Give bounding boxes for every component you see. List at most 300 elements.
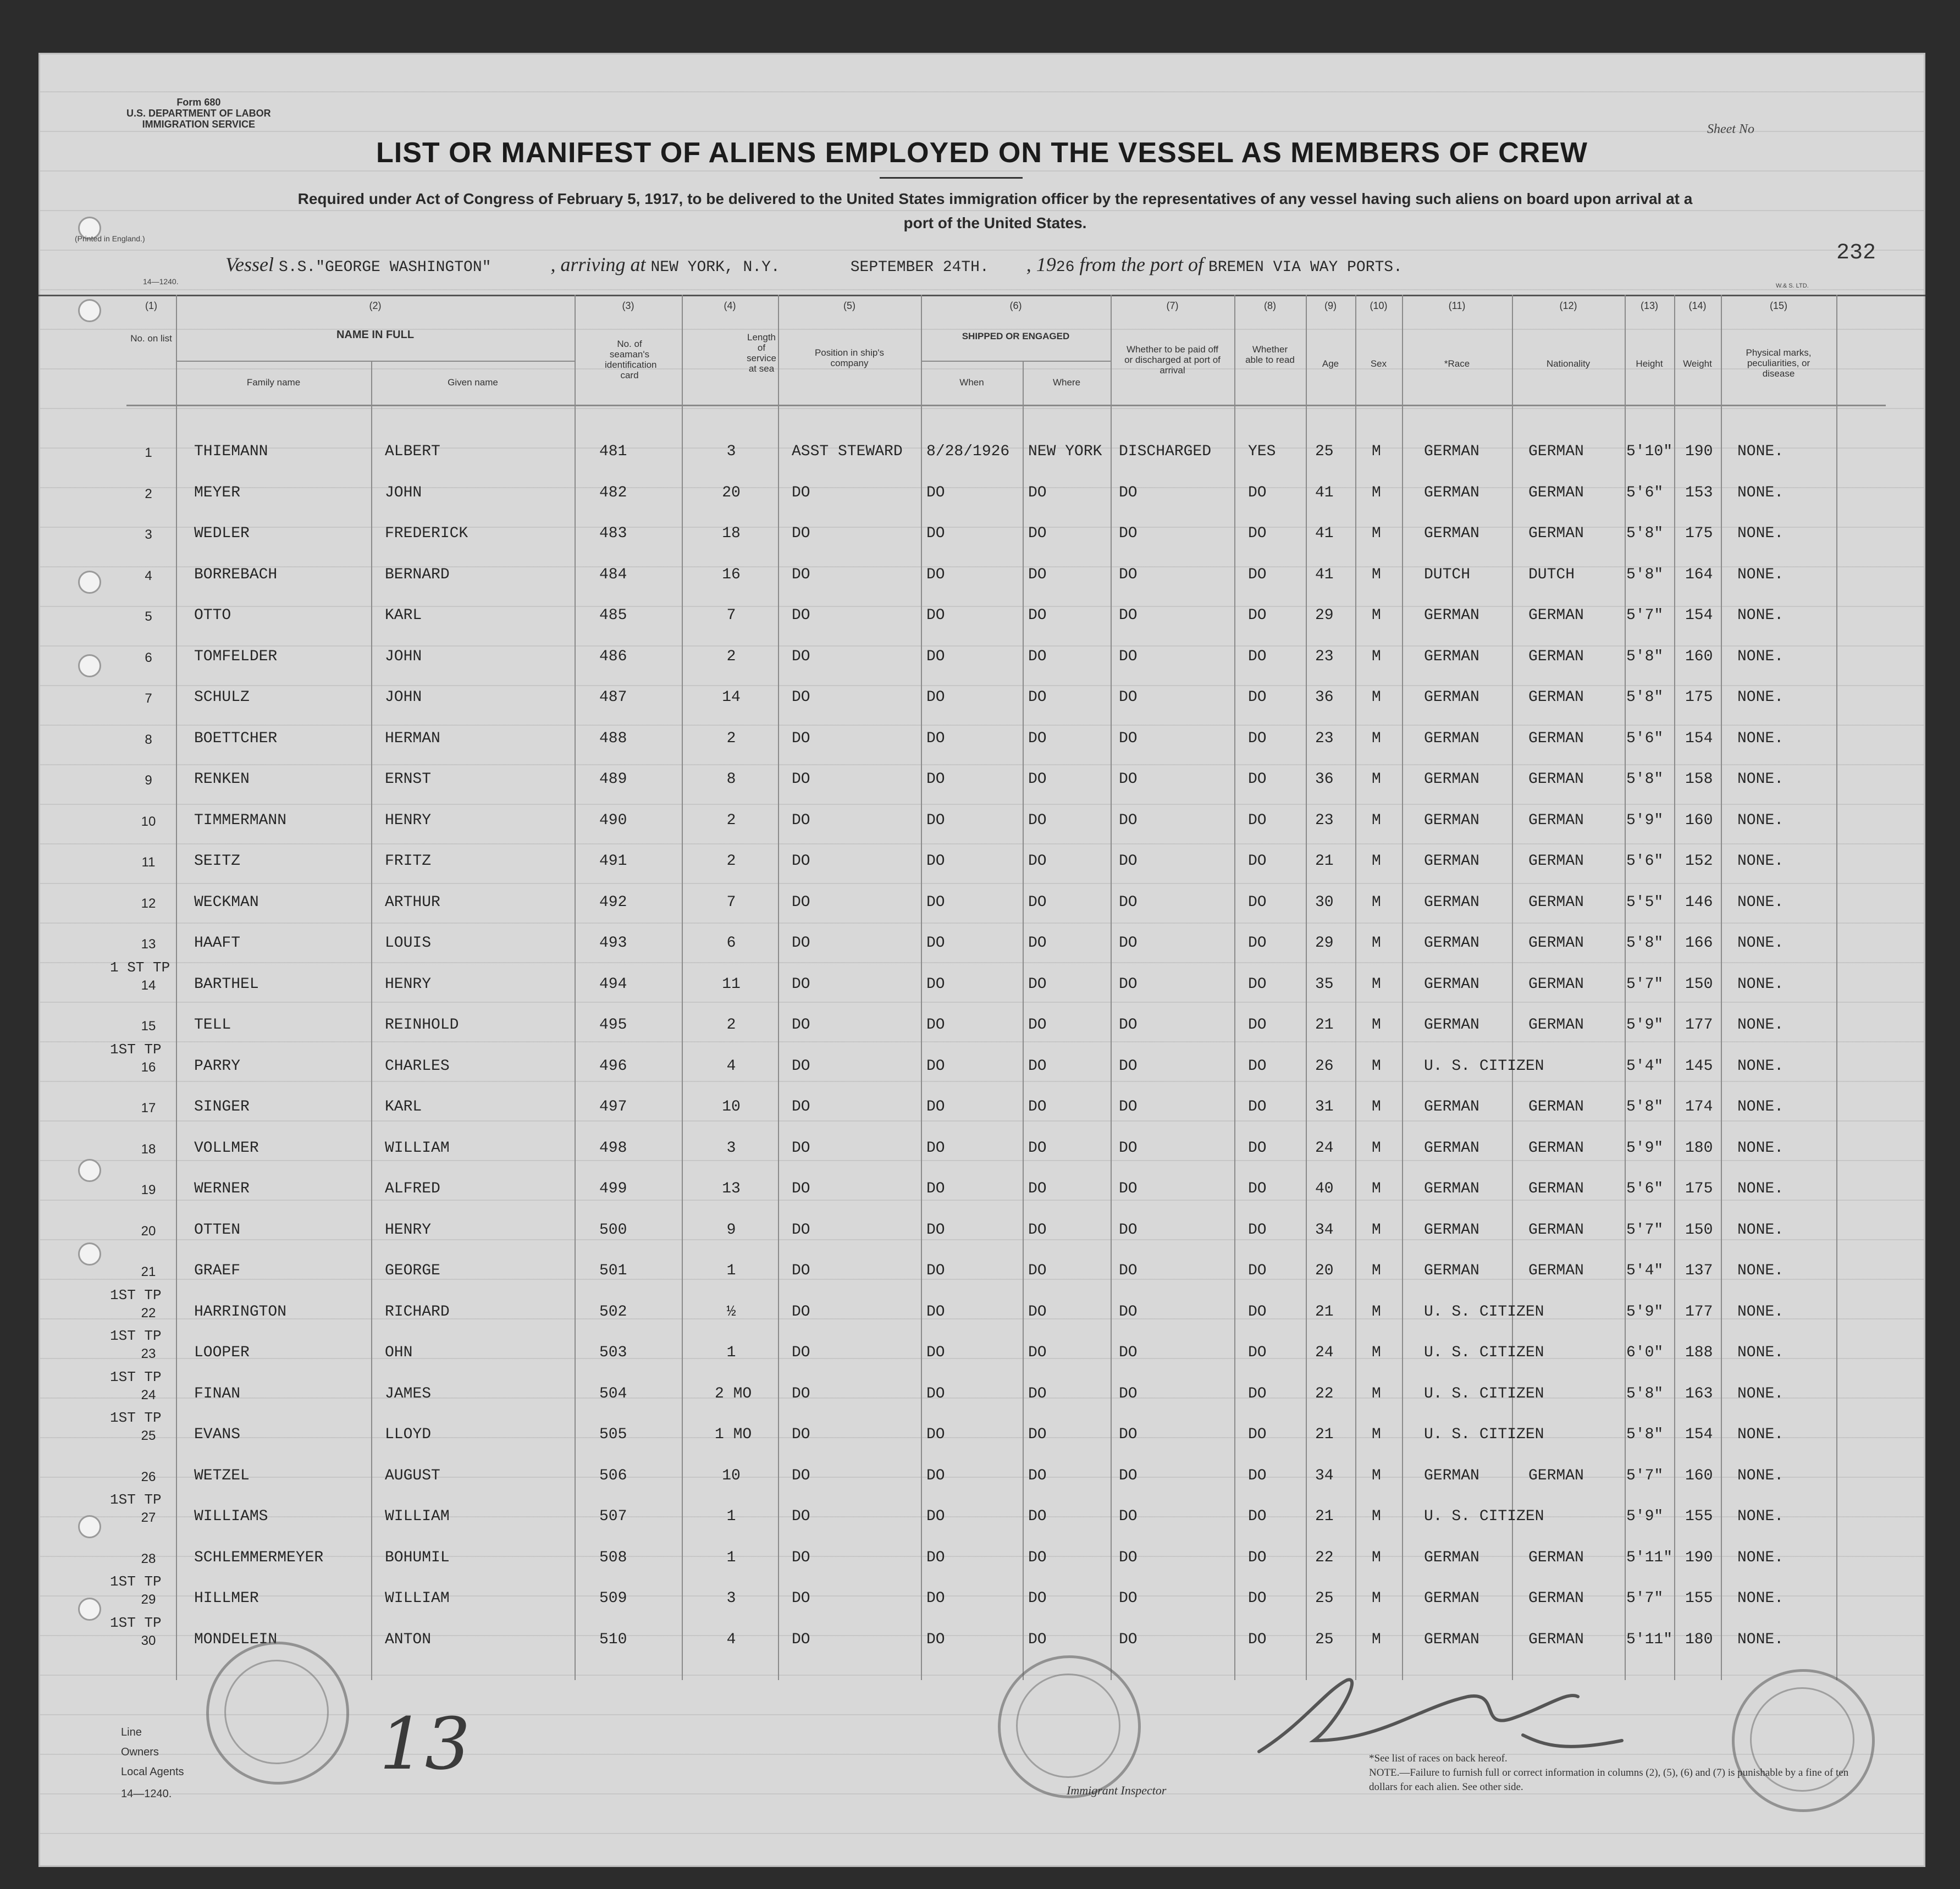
- shipped-where-cell: DO: [1028, 1303, 1047, 1321]
- weight-cell: 154: [1685, 607, 1713, 624]
- subtitle-line-1: Required under Act of Congress of February 5, 1917, to be delivered to the United States immigration officer by the representatives of any vessel having such aliens on board upon arrival at a: [297, 190, 1693, 207]
- race-cell: GERMAN: [1424, 443, 1479, 460]
- service-length-cell: 3: [726, 1139, 736, 1157]
- first-trip-note: 1ST TP: [110, 1368, 162, 1385]
- sex-cell: M: [1372, 1508, 1381, 1525]
- able-to-read-cell: DO: [1248, 1508, 1267, 1525]
- manifest-sheet: [38, 53, 1925, 1867]
- given-name-cell: KARL: [385, 607, 422, 624]
- physical-marks-cell: NONE.: [1737, 1590, 1784, 1607]
- col-num-5: (5): [843, 300, 855, 311]
- card-number-cell: 499: [599, 1180, 627, 1197]
- service-length-cell: 2: [726, 853, 736, 870]
- col-head-family: Family name: [246, 377, 301, 388]
- shipped-where-cell: DO: [1028, 771, 1047, 788]
- race-cell: GERMAN: [1424, 1590, 1479, 1607]
- sex-cell: M: [1372, 730, 1381, 747]
- physical-marks-cell: NONE.: [1737, 1262, 1784, 1279]
- table-row: [38, 1007, 1925, 1046]
- table-row: [38, 925, 1925, 964]
- table-row: [38, 1041, 1925, 1087]
- position-cell: DO: [792, 1590, 810, 1607]
- weight-cell: 180: [1685, 1631, 1713, 1648]
- family-name-cell: SCHULZ: [194, 689, 250, 706]
- sheet-no-label: Sheet No: [1707, 122, 1754, 136]
- card-number-cell: 484: [599, 566, 627, 583]
- physical-marks-cell: NONE.: [1737, 935, 1784, 952]
- family-name-cell: SCHLEMMERMEYER: [194, 1549, 324, 1566]
- race-cell: GERMAN: [1424, 607, 1479, 624]
- paid-off-cell: DO: [1119, 1344, 1138, 1361]
- list-number-cell: 26: [141, 1469, 156, 1484]
- height-cell: 5'8": [1626, 1098, 1664, 1115]
- family-name-cell: TOMFELDER: [194, 648, 278, 665]
- physical-marks-cell: NONE.: [1737, 1508, 1784, 1525]
- able-to-read-cell: DO: [1248, 525, 1267, 542]
- list-number-cell: 6: [145, 650, 152, 665]
- shipped-where-cell: DO: [1028, 1180, 1047, 1197]
- height-cell: 5'7": [1626, 607, 1664, 624]
- service-length-cell: 10: [722, 1467, 741, 1484]
- shipped-when-cell: DO: [926, 648, 945, 665]
- col-head-able-to-read: Whether able to read: [1245, 344, 1295, 365]
- paid-off-cell: DO: [1119, 853, 1138, 870]
- col-head-list-no: No. on list: [130, 333, 172, 344]
- paid-off-cell: DO: [1119, 811, 1138, 829]
- service-length-cell: 2: [726, 1017, 736, 1034]
- shipped-when-cell: DO: [926, 484, 945, 501]
- height-cell: 5'6": [1626, 484, 1664, 501]
- paid-off-cell: DO: [1119, 1549, 1138, 1566]
- sex-cell: M: [1372, 484, 1381, 501]
- race-cell: GERMAN: [1424, 853, 1479, 870]
- shipped-when-cell: DO: [926, 689, 945, 706]
- position-cell: DO: [792, 730, 810, 747]
- nationality-cell: DUTCH: [1528, 566, 1575, 583]
- height-cell: 5'8": [1626, 566, 1664, 583]
- table-row: [38, 597, 1925, 637]
- col-num-14: (14): [1688, 300, 1707, 311]
- col-head-nationality: Nationality: [1546, 358, 1591, 369]
- list-number-cell: 27: [141, 1510, 156, 1525]
- paid-off-cell: DO: [1119, 771, 1138, 788]
- family-name-cell: EVANS: [194, 1426, 241, 1443]
- list-number-cell: 8: [145, 732, 152, 747]
- shipped-where-cell: NEW YORK: [1028, 443, 1102, 460]
- sex-cell: M: [1372, 1385, 1381, 1402]
- sex-cell: M: [1372, 1344, 1381, 1361]
- col-head-given: Given name: [448, 377, 498, 388]
- shipped-where-cell: DO: [1028, 566, 1047, 583]
- document-subtitle: [176, 187, 1814, 235]
- height-cell: 5'9": [1626, 1139, 1664, 1157]
- table-row: [38, 638, 1925, 678]
- list-number-cell: 19: [141, 1183, 156, 1197]
- title-underline: [880, 177, 1023, 179]
- shipped-where-cell: DO: [1028, 1098, 1047, 1115]
- service-length-cell: 1: [726, 1262, 736, 1279]
- given-name-cell: HENRY: [385, 811, 432, 829]
- table-row: [38, 556, 1925, 596]
- height-cell: 5'8": [1626, 689, 1664, 706]
- able-to-read-cell: DO: [1248, 1221, 1267, 1239]
- physical-marks-cell: NONE.: [1737, 811, 1784, 829]
- height-cell: 5'4": [1626, 1262, 1664, 1279]
- height-cell: 5'11": [1626, 1631, 1673, 1648]
- card-number-cell: 483: [599, 525, 627, 542]
- age-cell: 23: [1315, 811, 1334, 829]
- given-name-cell: BERNARD: [385, 566, 450, 583]
- shipped-where-cell: DO: [1028, 484, 1047, 501]
- position-cell: DO: [792, 1631, 810, 1648]
- height-cell: 5'10": [1626, 443, 1673, 460]
- paid-off-cell: DO: [1119, 648, 1138, 665]
- age-cell: 23: [1315, 730, 1334, 747]
- shipped-when-cell: DO: [926, 893, 945, 911]
- position-cell: DO: [792, 853, 810, 870]
- owners-label: Owners: [121, 1746, 159, 1758]
- table-row: [38, 761, 1925, 800]
- position-cell: DO: [792, 1549, 810, 1566]
- sex-cell: M: [1372, 648, 1381, 665]
- card-number-cell: 491: [599, 853, 627, 870]
- table-row: [38, 474, 1925, 514]
- given-name-cell: HENRY: [385, 975, 432, 993]
- given-name-cell: KARL: [385, 1098, 422, 1115]
- shipped-where-cell: DO: [1028, 1017, 1047, 1034]
- col-head-age: Age: [1322, 358, 1339, 369]
- nationality-cell: GERMAN: [1528, 1262, 1584, 1279]
- given-name-cell: ARTHUR: [385, 893, 440, 911]
- sex-cell: M: [1372, 1057, 1381, 1075]
- card-number-cell: 505: [599, 1426, 627, 1443]
- col-num-6: (6): [1009, 300, 1022, 311]
- physical-marks-cell: NONE.: [1737, 1017, 1784, 1034]
- col-num-4: (4): [724, 300, 736, 311]
- shipped-when-cell: DO: [926, 1385, 945, 1402]
- local-agents-label: Local Agents: [121, 1766, 184, 1778]
- family-name-cell: PARRY: [194, 1057, 241, 1075]
- sex-cell: M: [1372, 1017, 1381, 1034]
- line-label: Line: [121, 1726, 142, 1738]
- position-cell: DO: [792, 811, 810, 829]
- able-to-read-cell: DO: [1248, 607, 1267, 624]
- vessel-label: Vessel: [225, 253, 274, 275]
- position-cell: DO: [792, 1057, 810, 1075]
- weight-cell: 190: [1685, 443, 1713, 460]
- col-num-1: (1): [145, 300, 157, 311]
- card-number-cell: 490: [599, 811, 627, 829]
- position-cell: DO: [792, 1139, 810, 1157]
- physical-marks-cell: NONE.: [1737, 1549, 1784, 1566]
- table-row: [38, 1252, 1925, 1292]
- age-cell: 25: [1315, 1631, 1334, 1648]
- from-port: BREMEN VIA WAY PORTS.: [1208, 259, 1403, 276]
- given-name-cell: ALBERT: [385, 443, 440, 460]
- table-row: [38, 1130, 1925, 1169]
- family-name-cell: GRAEF: [194, 1262, 241, 1279]
- shipped-where-cell: DO: [1028, 975, 1047, 993]
- service-length-cell: 14: [722, 689, 741, 706]
- race-cell: GERMAN: [1424, 935, 1479, 952]
- col-head-weight: Weight: [1683, 358, 1712, 369]
- given-name-cell: LLOYD: [385, 1426, 432, 1443]
- given-name-cell: AUGUST: [385, 1467, 440, 1484]
- given-name-cell: JAMES: [385, 1385, 432, 1402]
- card-number-cell: 497: [599, 1098, 627, 1115]
- height-cell: 5'9": [1626, 1303, 1664, 1321]
- printed-in-note: (Printed in England.): [75, 234, 145, 243]
- col-head-physical-marks: Physical marks, peculiarities, or disease: [1746, 347, 1812, 379]
- card-number-cell: 493: [599, 935, 627, 952]
- physical-marks-cell: NONE.: [1737, 1139, 1784, 1157]
- weight-cell: 174: [1685, 1098, 1713, 1115]
- given-name-cell: OHN: [385, 1344, 413, 1361]
- family-name-cell: SEITZ: [194, 853, 241, 870]
- col-head-name: NAME IN FULL: [336, 329, 415, 341]
- height-cell: 5'9": [1626, 811, 1664, 829]
- physical-marks-cell: NONE.: [1737, 484, 1784, 501]
- col-num-3: (3): [622, 300, 634, 311]
- paid-off-cell: DO: [1119, 1508, 1138, 1525]
- table-top-rule: [38, 295, 1925, 296]
- age-cell: 29: [1315, 607, 1334, 624]
- vessel-name: S.S."GEORGE WASHINGTON": [278, 259, 492, 276]
- height-cell: 5'8": [1626, 935, 1664, 952]
- shipped-where-cell: DO: [1028, 1590, 1047, 1607]
- family-name-cell: SINGER: [194, 1098, 250, 1115]
- shipped-when-cell: DO: [926, 1057, 945, 1075]
- nationality-cell: GERMAN: [1528, 484, 1584, 501]
- height-cell: 5'6": [1626, 1180, 1664, 1197]
- service-length-cell: 13: [722, 1180, 741, 1197]
- paid-off-cell: DISCHARGED: [1119, 443, 1212, 460]
- age-cell: 36: [1315, 771, 1334, 788]
- able-to-read-cell: DO: [1248, 1262, 1267, 1279]
- race-cell: GERMAN: [1424, 771, 1479, 788]
- given-name-cell: RICHARD: [385, 1303, 450, 1321]
- given-name-cell: JOHN: [385, 484, 422, 501]
- table-row: [38, 802, 1925, 842]
- table-row: [38, 1410, 1925, 1456]
- shipped-where-cell: DO: [1028, 525, 1047, 542]
- sex-cell: M: [1372, 1221, 1381, 1239]
- nationality-cell: GERMAN: [1528, 811, 1584, 829]
- paid-off-cell: DO: [1119, 975, 1138, 993]
- family-name-cell: HAAFT: [194, 935, 241, 952]
- family-name-cell: THIEMANN: [194, 443, 268, 460]
- family-name-cell: OTTEN: [194, 1221, 241, 1239]
- sex-cell: M: [1372, 975, 1381, 993]
- weight-cell: 137: [1685, 1262, 1713, 1279]
- paid-off-cell: DO: [1119, 935, 1138, 952]
- race-cell: GERMAN: [1424, 1467, 1479, 1484]
- sex-cell: M: [1372, 893, 1381, 911]
- sex-cell: M: [1372, 771, 1381, 788]
- list-number-cell: 25: [141, 1428, 156, 1443]
- shipped-where-cell: DO: [1028, 689, 1047, 706]
- age-cell: 22: [1315, 1549, 1334, 1566]
- given-name-cell: CHARLES: [385, 1057, 450, 1075]
- nationality-cell: GERMAN: [1528, 525, 1584, 542]
- table-row: [38, 1170, 1925, 1210]
- list-number-cell: 30: [141, 1633, 156, 1648]
- height-cell: 5'8": [1626, 1385, 1664, 1402]
- physical-marks-cell: NONE.: [1737, 648, 1784, 665]
- given-name-cell: HENRY: [385, 1221, 432, 1239]
- height-cell: 5'7": [1626, 1590, 1664, 1607]
- shipped-when-cell: DO: [926, 1139, 945, 1157]
- table-row: [38, 1614, 1925, 1661]
- service-length-cell: 11: [722, 975, 741, 993]
- list-number-cell: 9: [145, 773, 152, 788]
- paid-off-cell: DO: [1119, 566, 1138, 583]
- nationality-cell: GERMAN: [1528, 1180, 1584, 1197]
- col-num-11: (11): [1448, 300, 1466, 311]
- col-head-position: Position in ship's company: [814, 347, 885, 368]
- position-cell: DO: [792, 1180, 810, 1197]
- nationality-cell: GERMAN: [1528, 1139, 1584, 1157]
- list-number-cell: 11: [141, 855, 156, 870]
- position-cell: DO: [792, 1221, 810, 1239]
- height-cell: 6'0": [1626, 1344, 1664, 1361]
- race-cell: GERMAN: [1424, 1549, 1479, 1566]
- paid-off-cell: DO: [1119, 1467, 1138, 1484]
- physical-marks-cell: NONE.: [1737, 1385, 1784, 1402]
- table-row: [38, 1328, 1925, 1374]
- shipped-when-cell: DO: [926, 1549, 945, 1566]
- position-cell: DO: [792, 1262, 810, 1279]
- paid-off-cell: DO: [1119, 1631, 1138, 1648]
- weight-cell: 158: [1685, 771, 1713, 788]
- able-to-read-cell: DO: [1248, 1590, 1267, 1607]
- list-number-cell: 1: [145, 445, 152, 460]
- shipped-when-cell: DO: [926, 1262, 945, 1279]
- nationality-cell: GERMAN: [1528, 648, 1584, 665]
- shipped-where-cell: DO: [1028, 1057, 1047, 1075]
- col-head-shipped: SHIPPED OR ENGAGED: [962, 331, 1070, 341]
- col-num-9: (9): [1324, 300, 1337, 311]
- shipped-when-cell: DO: [926, 566, 945, 583]
- shipped-where-cell: DO: [1028, 730, 1047, 747]
- physical-marks-cell: NONE.: [1737, 893, 1784, 911]
- physical-marks-cell: NONE.: [1737, 771, 1784, 788]
- age-cell: 20: [1315, 1262, 1334, 1279]
- physical-marks-cell: NONE.: [1737, 1098, 1784, 1115]
- nationality-cell: GERMAN: [1528, 1221, 1584, 1239]
- card-number-cell: 496: [599, 1057, 627, 1075]
- nationality-cell: GERMAN: [1528, 975, 1584, 993]
- from-label: from the port of: [1079, 253, 1204, 275]
- paid-off-cell: DO: [1119, 1262, 1138, 1279]
- shipped-when-cell: DO: [926, 771, 945, 788]
- race-cell: GERMAN: [1424, 689, 1479, 706]
- card-number-cell: 494: [599, 975, 627, 993]
- department: U.S. DEPARTMENT OF LABOR: [126, 108, 271, 119]
- age-cell: 21: [1315, 1303, 1334, 1321]
- family-name-cell: HILLMER: [194, 1590, 259, 1607]
- shipped-where-cell: DO: [1028, 607, 1047, 624]
- able-to-read-cell: DO: [1248, 935, 1267, 952]
- weight-cell: 152: [1685, 853, 1713, 870]
- sex-cell: M: [1372, 1180, 1381, 1197]
- list-number-cell: 7: [145, 691, 152, 706]
- physical-marks-cell: NONE.: [1737, 1631, 1784, 1648]
- list-number-cell: 12: [141, 896, 156, 911]
- race-cell: GERMAN: [1424, 484, 1479, 501]
- sex-cell: M: [1372, 1467, 1381, 1484]
- able-to-read-cell: DO: [1248, 648, 1267, 665]
- position-cell: DO: [792, 1303, 810, 1321]
- able-to-read-cell: DO: [1248, 893, 1267, 911]
- family-name-cell: WECKMAN: [194, 893, 259, 911]
- first-trip-note: 1ST TP: [110, 1286, 162, 1303]
- paid-off-cell: DO: [1119, 1590, 1138, 1607]
- weight-cell: 145: [1685, 1057, 1713, 1075]
- height-cell: 5'8": [1626, 525, 1664, 542]
- paid-off-cell: DO: [1119, 1098, 1138, 1115]
- table-row: [38, 679, 1925, 719]
- weight-cell: 160: [1685, 1467, 1713, 1484]
- list-number-cell: 22: [141, 1305, 156, 1321]
- race-cell: U. S. CITIZEN: [1424, 1508, 1544, 1525]
- paid-off-cell: DO: [1119, 1057, 1138, 1075]
- able-to-read-cell: DO: [1248, 689, 1267, 706]
- table-row: [38, 515, 1925, 555]
- table-row: [38, 1212, 1925, 1251]
- card-number-cell: 502: [599, 1303, 627, 1321]
- height-cell: 5'4": [1626, 1057, 1664, 1075]
- service: IMMIGRATION SERVICE: [142, 119, 256, 130]
- service-length-cell: 3: [726, 443, 736, 460]
- position-cell: DO: [792, 566, 810, 583]
- given-name-cell: REINHOLD: [385, 1017, 459, 1034]
- family-name-cell: BORREBACH: [194, 566, 278, 583]
- age-cell: 23: [1315, 648, 1334, 665]
- weight-cell: 175: [1685, 689, 1713, 706]
- race-cell: U. S. CITIZEN: [1424, 1344, 1544, 1361]
- able-to-read-cell: DO: [1248, 975, 1267, 993]
- nationality-cell: GERMAN: [1528, 893, 1584, 911]
- weight-cell: 175: [1685, 525, 1713, 542]
- weight-cell: 177: [1685, 1303, 1713, 1321]
- service-length-cell: 3: [726, 1590, 736, 1607]
- position-cell: DO: [792, 607, 810, 624]
- age-cell: 34: [1315, 1221, 1334, 1239]
- shipped-when-cell: DO: [926, 1631, 945, 1648]
- height-cell: 5'6": [1626, 853, 1664, 870]
- service-length-cell: 7: [726, 607, 736, 624]
- nationality-cell: GERMAN: [1528, 1590, 1584, 1607]
- col-num-13: (13): [1640, 300, 1658, 311]
- card-number-cell: 482: [599, 484, 627, 501]
- sex-cell: M: [1372, 1139, 1381, 1157]
- card-number-cell: 486: [599, 648, 627, 665]
- physical-marks-cell: NONE.: [1737, 525, 1784, 542]
- paid-off-cell: DO: [1119, 1017, 1138, 1034]
- physical-marks-cell: NONE.: [1737, 566, 1784, 583]
- shipped-when-cell: DO: [926, 607, 945, 624]
- given-name-cell: LOUIS: [385, 935, 432, 952]
- race-cell: GERMAN: [1424, 893, 1479, 911]
- family-name-cell: WEDLER: [194, 525, 250, 542]
- sex-cell: M: [1372, 1426, 1381, 1443]
- vessel-line: [225, 253, 1403, 276]
- race-cell: GERMAN: [1424, 1017, 1479, 1034]
- list-number-cell: 15: [141, 1019, 156, 1034]
- family-name-cell: RENKEN: [194, 771, 250, 788]
- able-to-read-cell: DO: [1248, 771, 1267, 788]
